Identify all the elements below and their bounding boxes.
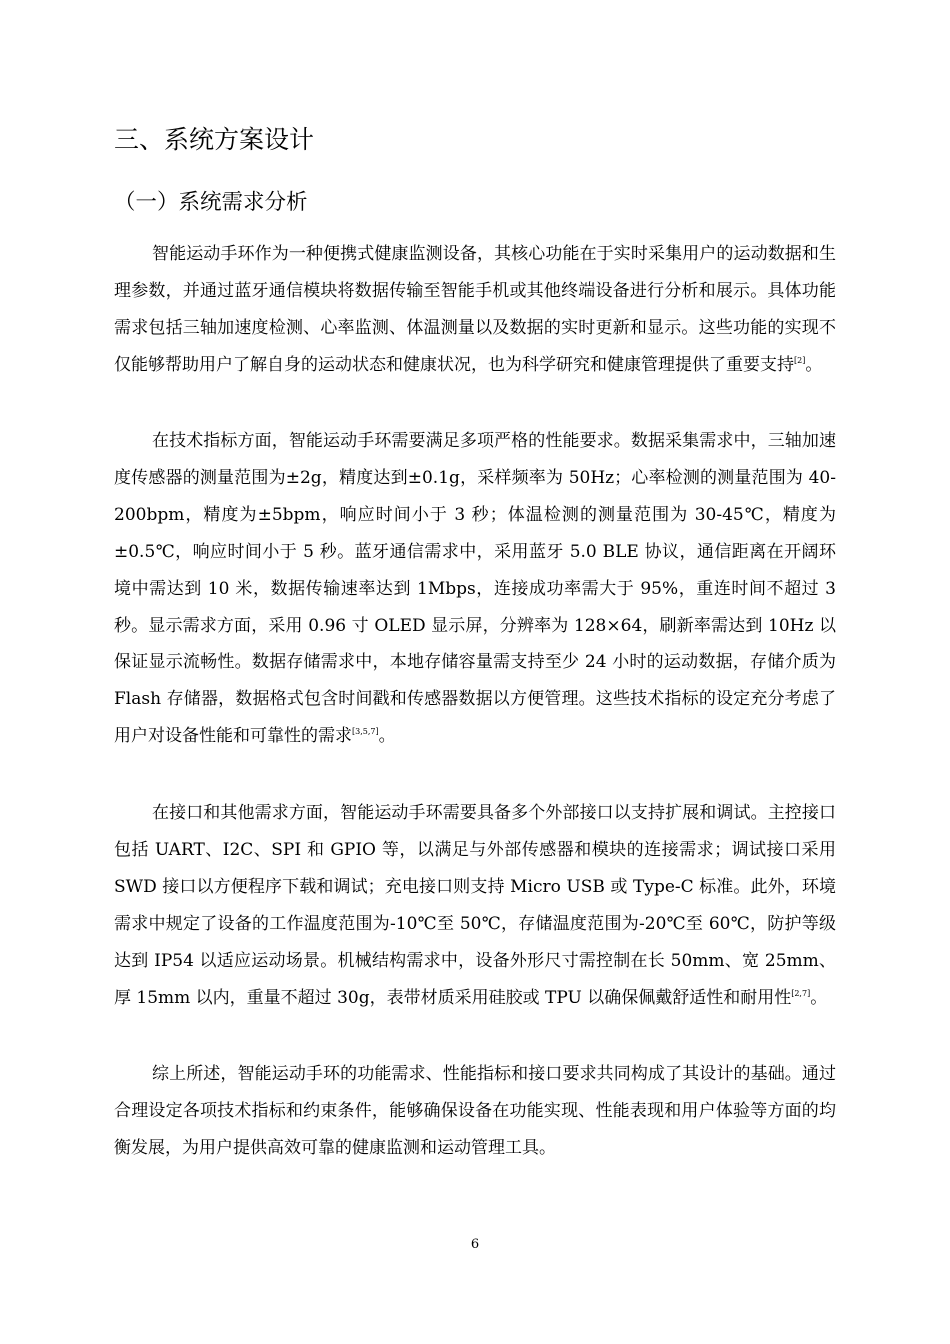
paragraph-text: 在技术指标方面，智能运动手环需要满足多项严格的性能要求。数据采集需求中，三轴加速度传感器的测量范围为±2g，精度达到±0.1g，采样频率为 50Hz；心率检测的测量范围为 40-200bpm，精度为±5bpm，响应时间小于 3 秒；体温检测的测量范围为 30-45℃，精度为±0.5℃，响应时间小于 5 秒。蓝牙通信需求中，采用蓝牙 5.0 BLE 协议，通信距离在开阔环境中需达到 10 米，数据传输速率达到 1Mbps，连接成功率需大于 95%，重连时间不超过 3 秒。显示需求方面，采用 0.96 寸 OLED 显示屏，分辨率为 128×64，刷新率需达到 10Hz 以保证显示流畅性。数据存储需求中，本地存储容量需支持至少 24 小时的运动数据，存储介质为 Flash 存储器，数据格式包含时间戳和传感器数据以方便管理。这些技术指标的设定充分考虑了用户对设备性能和可靠性的需求 bbox=[114, 431, 836, 747]
citation-superscript: [2,7] bbox=[791, 988, 811, 998]
citation-superscript: [3,5,7] bbox=[352, 727, 379, 737]
paragraph-end-punctuation: 。 bbox=[805, 354, 823, 375]
paragraph-function-requirements bbox=[114, 236, 836, 384]
paragraph-interface-requirements bbox=[114, 795, 836, 1016]
paragraph-technical-specs bbox=[114, 423, 836, 755]
paragraph-end-punctuation: 。 bbox=[810, 987, 828, 1008]
citation-superscript: [2] bbox=[794, 355, 806, 365]
paragraph-end-punctuation: 。 bbox=[378, 726, 396, 747]
section-heading: 三、系统方案设计 bbox=[114, 125, 315, 154]
page-number: 6 bbox=[470, 1237, 480, 1252]
paragraph-summary bbox=[114, 1056, 836, 1167]
paragraph-text: 智能运动手环作为一种便携式健康监测设备，其核心功能在于实时采集用户的运动数据和生理参数，并通过蓝牙通信模块将数据传输至智能手机或其他终端设备进行分析和展示。具体功能需求包括三轴加速度检测、心率监测、体温测量以及数据的实时更新和显示。这些功能的实现不仅能够帮助用户了解自身的运动状态和健康状况，也为科学研究和健康管理提供了重要支持 bbox=[114, 244, 836, 375]
paragraph-text: 在接口和其他需求方面，智能运动手环需要具备多个外部接口以支持扩展和调试。主控接口包括 UART、I2C、SPI 和 GPIO 等，以满足与外部传感器和模块的连接需求；调试接口采用 SWD 接口以方便程序下载和调试；充电接口则支持 Micro USB 或 Type-C 标准。此外，环境需求中规定了设备的工作温度范围为-10℃至 50℃，存储温度范围为-20℃至 60℃，防护等级达到 IP54 以适应运动场景。机械结构需求中，设备外形尺寸需控制在长 50mm、宽 25mm、厚 15mm 以内，重量不超过 30g，表带材质采用硅胶或 TPU 以确保佩戴舒适性和耐用性 bbox=[114, 803, 836, 1008]
subsection-heading: （一）系统需求分析 bbox=[114, 190, 308, 215]
paragraph-text: 综上所述，智能运动手环的功能需求、性能指标和接口要求共同构成了其设计的基础。通过合理设定各项技术指标和约束条件，能够确保设备在功能实现、性能表现和用户体验等方面的均衡发展，为用户提供高效可靠的健康监测和运动管理工具。 bbox=[114, 1064, 836, 1158]
